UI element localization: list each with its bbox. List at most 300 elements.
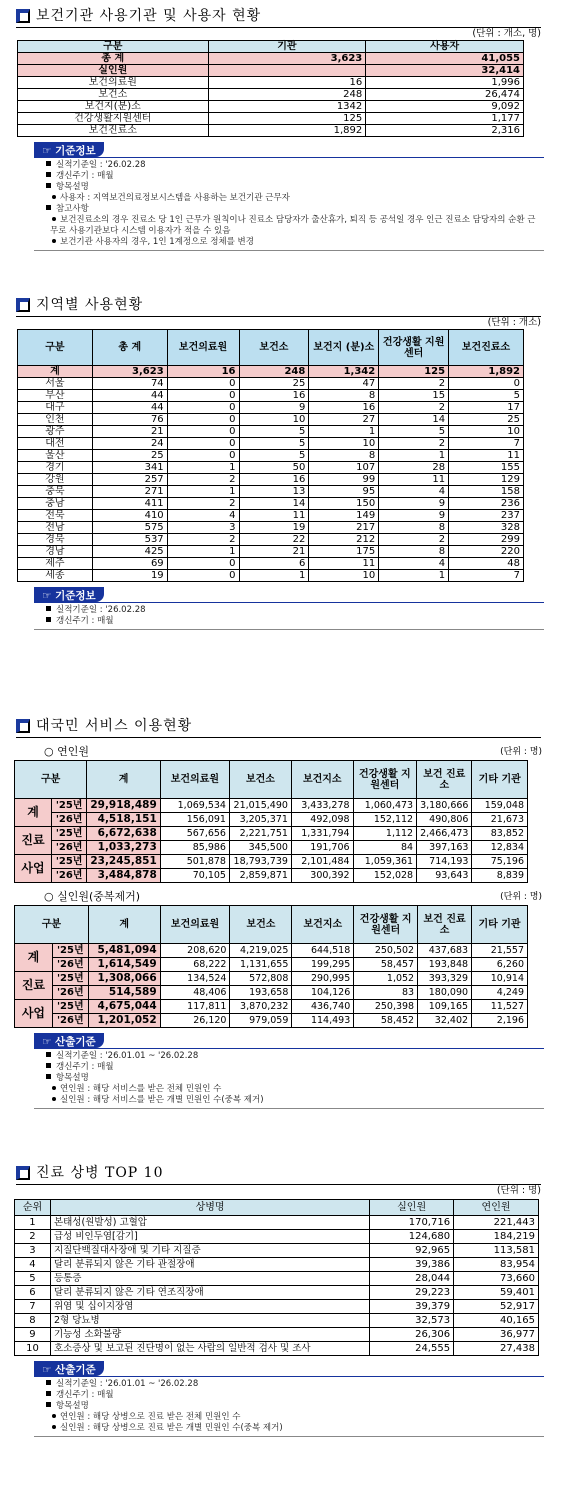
table-cell: 149 — [309, 510, 379, 522]
total-cell: 16 — [167, 366, 239, 378]
col-header: 사용자 — [366, 41, 524, 53]
table-cell: 5 — [379, 426, 449, 438]
table-cell: 93,643 — [417, 869, 472, 883]
table-cell: 21,015,490 — [229, 799, 291, 813]
col-header: 기타 기관 — [472, 906, 528, 944]
table-cell: 1 — [379, 570, 449, 582]
note-box: 실적기준일 : '26.01.01 ~ '26.02.28 갱신주기 : 매월 항목설명 연인원 : 해당 서비스를 받은 전체 민원인 수 실인원 : 해당 서비스를 받은 개별 민원인 수(중복 제거) — [34, 1048, 544, 1109]
table-cell: 지질단백질대사장애 및 기타 지질증 — [50, 1244, 369, 1258]
year-label: '26년 — [52, 1014, 88, 1028]
sub-title: ○ 연인원 — [44, 745, 89, 758]
table-cell: 2형 당뇨병 — [50, 1314, 369, 1328]
table-cell: 5 — [15, 1272, 51, 1286]
table-cell: 8 — [379, 522, 449, 534]
total-label: 총 계 — [18, 53, 209, 65]
table-cell: 490,806 — [417, 813, 472, 827]
table-cell: 충남 — [18, 498, 93, 510]
table-row — [18, 570, 524, 582]
table-cell: 134,524 — [160, 972, 230, 986]
section-public-service: 대국민 서비스 이용현황 ○ 연인원 (단위 : 명) 구분 계 보건의료원 보건소 보건지소 건강생활 지원센터 보건 진료소 기타 기관 계 '25년 29,918,489 1,069,534 21,015,490 3,433,278 1,060,473 3,180,666 159,048 '26년 4,518,151 156,091 3,205,371 492,098 152,112 490,806 21,673 진료 '25년 6,672,638 567,656 2,221,751 1,331,794 1,112 2,466,473 83,852 '26년 1,033,273 85,986 345,500 191,706 84 397,163 12,834 사업 '25년 23,245,851 501,878 18,793,739 2,101,484 1,059,361 714,193 75,196 '26년 3,484,878 70,105 2,859,871 300,392 152,028 93,643 8,839 ○ 실인원(중복제거) (단위 : 명) 구분 계 보건의료원 보건소 보건지소 건강생활 지원센터 보건 진료소 기타 기관 계 '25년 5,481,094 208,620 4,219,025 644,518 250,502 437,683 21,557 '26년 1,614,549 68,222 1,131,655 199,295 58,457 193,848 6,260 진료 '25년 1,308,066 134,524 572,808 290,995 1,052 393,329 10,914 '26년 514,589 48,406 193,658 104,126 83 180,090 4,249 사업 '25년 4,675,044 117,811 3,870,232 436,740 250,398 109,165 11,527 '26년 1,201,052 26,120 979,059 114,493 58,452 32,402 2,196 ☞ 산출기준 실적기준일 : '26.01.01 ~ '26.02.28 갱신주기 : 매월 항목설명 연인원 : 해당 서비스를 받은 전체 민원인 수 실인원 : 해당 서비스를 받은 개별 민원인 수(중복 제거) — [0, 716, 561, 1109]
total-cell: 3,623 — [92, 366, 167, 378]
table-cell: 85,986 — [160, 841, 229, 855]
table-cell: 170,716 — [370, 1216, 454, 1230]
table-cell: 24 — [92, 438, 167, 450]
table-cell: 124,680 — [370, 1230, 454, 1244]
group-label: 사업 — [15, 855, 52, 883]
table-cell: 1,892 — [208, 125, 366, 137]
table-cell: 10 — [239, 414, 309, 426]
table-cell: 39,379 — [370, 1300, 454, 1314]
table-row — [18, 402, 524, 414]
table-cell: 2,196 — [472, 1014, 528, 1028]
table-cell: 0 — [167, 558, 239, 570]
col-header: 구분 — [15, 906, 89, 944]
table-cell: 83,852 — [472, 827, 528, 841]
table-cell: 84 — [353, 841, 417, 855]
table-row — [18, 125, 524, 137]
table-cell: 70,105 — [160, 869, 229, 883]
table-cell: 1,308,066 — [88, 972, 160, 986]
group-label: 사업 — [15, 1000, 53, 1028]
table-cell: 25 — [449, 414, 524, 426]
table-cell: 16 — [239, 390, 309, 402]
table-cell: 425 — [92, 546, 167, 558]
table-row — [18, 534, 524, 546]
table-cell: 21,673 — [472, 813, 528, 827]
table-cell: 575 — [92, 522, 167, 534]
table-cell: 보건진료소 — [18, 125, 209, 137]
table-cell: 1,033,273 — [87, 841, 160, 855]
table-cell: 24,555 — [370, 1342, 454, 1356]
table-cell: 4,249 — [472, 986, 528, 1000]
table-cell: 217 — [309, 522, 379, 534]
table-cell: 290,995 — [292, 972, 354, 986]
table-row — [15, 1342, 539, 1356]
table-cell: 150 — [309, 498, 379, 510]
table-cell: 28 — [379, 462, 449, 474]
table-cell: 8 — [309, 390, 379, 402]
table-cell: 4,518,151 — [87, 813, 160, 827]
table-row — [15, 958, 528, 972]
table-cell: 23,245,851 — [87, 855, 160, 869]
table-cell: 1,331,794 — [291, 827, 353, 841]
table-cell: 237 — [449, 510, 524, 522]
table-cell: 2 — [167, 498, 239, 510]
note-box: 실적기준일 : '26.02.28 갱신주기 : 매월 항목설명 사용자 : 지역보건의료정보시스템을 사용하는 보건기관 근무자 참고사항 보건진료소의 경우 진료소 당 1인 근무가 원칙이나 진료소 담당자가 출산휴가, 퇴직 등 공석일 경우 인근 진료소 담당자의 순환 근무로 사용기관보다 시스템 이용자가 적을 수 있음 보건기관 사용자의 경우, 1인 1계정으로 정체를 변경 — [34, 157, 544, 251]
table-cell: 1,052 — [354, 972, 418, 986]
col-header: 순위 — [15, 1200, 51, 1216]
actual-users: 32,414 — [366, 65, 524, 77]
table-cell: 9 — [379, 510, 449, 522]
table-cell: 1,069,534 — [160, 799, 229, 813]
table-cell: 152,112 — [353, 813, 417, 827]
col-header: 연인원 — [454, 1200, 539, 1216]
table-cell: 99 — [309, 474, 379, 486]
table-cell: 1,112 — [353, 827, 417, 841]
section-bullet-icon — [16, 1166, 30, 1180]
table-cell: 11 — [309, 558, 379, 570]
table-cell: 16 — [309, 402, 379, 414]
table-cell: 6,672,638 — [87, 827, 160, 841]
table-cell: 208,620 — [160, 944, 230, 958]
table-cell: 본태성(원발성) 고혈압 — [50, 1216, 369, 1230]
table-cell: 114,493 — [292, 1014, 354, 1028]
table-cell: 58,452 — [354, 1014, 418, 1028]
table-cell: 95 — [309, 486, 379, 498]
table-cell: 113,581 — [454, 1244, 539, 1258]
table-cell: 271 — [92, 486, 167, 498]
table-cell: 1 — [15, 1216, 51, 1230]
table-cell: 1 — [167, 546, 239, 558]
col-header: 구분 — [18, 41, 209, 53]
table-cell: 979,059 — [230, 1014, 292, 1028]
table-cell: 257 — [92, 474, 167, 486]
year-label: '25년 — [51, 827, 86, 841]
year-label: '25년 — [51, 799, 86, 813]
table-cell: 1,201,052 — [88, 1014, 160, 1028]
note-tab: ☞ 기준정보 — [34, 587, 104, 602]
table-row — [15, 799, 528, 813]
unit-label: (단위 : 개소) — [487, 317, 541, 328]
table-cell: 4 — [379, 558, 449, 570]
col-header: 상병명 — [50, 1200, 369, 1216]
table-cell: 경남 — [18, 546, 93, 558]
table-cell: 2 — [379, 402, 449, 414]
regional-usage-table — [17, 329, 524, 582]
table-row — [15, 1014, 528, 1028]
table-row — [15, 1258, 539, 1272]
table-cell: 11 — [379, 474, 449, 486]
table-cell: 8 — [15, 1314, 51, 1328]
table-cell: 26,474 — [366, 89, 524, 101]
table-row — [15, 1216, 539, 1230]
table-row — [15, 1314, 539, 1328]
table-cell: 달리 분류되지 않은 기타 관절장애 — [50, 1258, 369, 1272]
table-cell: 248 — [208, 89, 366, 101]
col-header: 기타 기관 — [472, 761, 528, 799]
col-header: 건강생활 지원센터 — [379, 330, 449, 366]
table-cell: 5 — [239, 438, 309, 450]
table-cell: 0 — [449, 378, 524, 390]
table-cell: 2 — [167, 474, 239, 486]
col-header: 건강생활 지원센터 — [354, 906, 418, 944]
table-cell: 250,398 — [354, 1000, 418, 1014]
table-cell: 0 — [167, 450, 239, 462]
total-cell: 계 — [18, 366, 93, 378]
table-cell: 8 — [309, 450, 379, 462]
table-cell: 4,675,044 — [88, 1000, 160, 1014]
table-row — [15, 1328, 539, 1342]
table-cell: 보건지(분)소 — [18, 101, 209, 113]
col-header: 구분 — [18, 330, 93, 366]
table-row — [15, 827, 528, 841]
table-row — [18, 426, 524, 438]
table-cell: 1342 — [208, 101, 366, 113]
section-top10-diseases — [0, 1163, 561, 1437]
table-row — [18, 486, 524, 498]
col-header: 보건의료원 — [167, 330, 239, 366]
year-label: '26년 — [51, 813, 86, 827]
table-cell: 28,044 — [370, 1272, 454, 1286]
table-cell: 27,438 — [454, 1342, 539, 1356]
table-cell: 69 — [92, 558, 167, 570]
table-cell: 74 — [92, 378, 167, 390]
table-row — [18, 438, 524, 450]
table-cell: 1,177 — [366, 113, 524, 125]
table-cell: 15 — [379, 390, 449, 402]
table-cell: 8,839 — [472, 869, 528, 883]
table-row — [15, 944, 528, 958]
table-cell: 328 — [449, 522, 524, 534]
table-cell: 제주 — [18, 558, 93, 570]
note-box: 실적기준일 : '26.02.28 갱신주기 : 매월 — [34, 602, 544, 630]
col-header: 보건소 — [230, 906, 292, 944]
table-cell: 강원 — [18, 474, 93, 486]
col-header: 보건지 (분)소 — [309, 330, 379, 366]
table-cell: 9 — [379, 498, 449, 510]
table-row — [18, 390, 524, 402]
table-cell: 1 — [309, 426, 379, 438]
table-cell: 21,557 — [472, 944, 528, 958]
table-row — [15, 1230, 539, 1244]
table-cell: 보건의료원 — [18, 77, 209, 89]
table-cell: 5,481,094 — [88, 944, 160, 958]
total-cell: 1,892 — [449, 366, 524, 378]
total-facilities: 3,623 — [208, 53, 366, 65]
table-cell: 13 — [239, 486, 309, 498]
table-cell: 6 — [15, 1286, 51, 1300]
col-header: 건강생활 지원센터 — [353, 761, 417, 799]
table-row — [15, 1300, 539, 1314]
table-cell: 10 — [309, 438, 379, 450]
table-cell: 9,092 — [366, 101, 524, 113]
table-cell: 26,120 — [160, 1014, 230, 1028]
table-cell: 1,131,655 — [230, 958, 292, 972]
table-cell: 6 — [239, 558, 309, 570]
table-row — [18, 546, 524, 558]
table-cell: 17 — [449, 402, 524, 414]
table-cell: 0 — [167, 438, 239, 450]
table-cell: 2,466,473 — [417, 827, 472, 841]
table-cell: 75,196 — [472, 855, 528, 869]
table-cell: 5 — [239, 450, 309, 462]
table-row — [15, 986, 528, 1000]
table-cell: 호소증상 및 보고된 진단명이 없는 사람의 일반적 검사 및 조사 — [50, 1342, 369, 1356]
col-header: 실인원 — [370, 1200, 454, 1216]
total-visits-table — [14, 760, 528, 883]
col-header: 총 계 — [92, 330, 167, 366]
note-tab: ☞ 산출기준 — [34, 1361, 104, 1376]
unit-label: (단위 : 개소, 명) — [472, 28, 541, 39]
table-cell: 0 — [167, 402, 239, 414]
table-cell: 156,091 — [160, 813, 229, 827]
facility-users-table — [17, 40, 524, 137]
table-cell: 7 — [449, 570, 524, 582]
table-row — [18, 77, 524, 89]
table-row — [18, 113, 524, 125]
table-cell: 9 — [15, 1328, 51, 1342]
year-label: '25년 — [52, 972, 88, 986]
table-cell: 4 — [379, 486, 449, 498]
table-cell: 전북 — [18, 510, 93, 522]
table-cell: 68,222 — [160, 958, 230, 972]
table-cell: 59,401 — [454, 1286, 539, 1300]
table-cell: 1 — [239, 570, 309, 582]
col-header: 기관 — [208, 41, 366, 53]
table-row — [18, 474, 524, 486]
table-cell: 5 — [449, 390, 524, 402]
table-cell: 537 — [92, 534, 167, 546]
table-cell: 0 — [167, 414, 239, 426]
table-cell: 152,028 — [353, 869, 417, 883]
table-cell: 19 — [239, 522, 309, 534]
table-cell: 250,502 — [354, 944, 418, 958]
table-cell: 180,090 — [418, 986, 472, 1000]
table-cell: 1,060,473 — [353, 799, 417, 813]
col-header: 보건 진료소 — [417, 761, 472, 799]
table-cell: 5 — [239, 426, 309, 438]
table-cell: 175 — [309, 546, 379, 558]
actual-label: 실인원 — [18, 65, 209, 77]
table-cell: 437,683 — [418, 944, 472, 958]
table-cell: 전남 — [18, 522, 93, 534]
table-cell: 세종 — [18, 570, 93, 582]
table-cell: 221,443 — [454, 1216, 539, 1230]
table-cell: 345,500 — [229, 841, 291, 855]
table-cell: 158 — [449, 486, 524, 498]
col-header: 보건진료소 — [449, 330, 524, 366]
table-row — [18, 558, 524, 570]
table-cell: 29,223 — [370, 1286, 454, 1300]
table-cell: 436,740 — [292, 1000, 354, 1014]
table-cell: 109,165 — [418, 1000, 472, 1014]
table-cell: 21 — [92, 426, 167, 438]
group-label: 계 — [15, 944, 53, 972]
table-cell: 410 — [92, 510, 167, 522]
table-row — [18, 378, 524, 390]
col-header: 계 — [88, 906, 160, 944]
table-cell: 14 — [379, 414, 449, 426]
table-cell: 11 — [449, 450, 524, 462]
table-cell: 6,260 — [472, 958, 528, 972]
col-header: 구분 — [15, 761, 87, 799]
table-cell: 32,573 — [370, 1314, 454, 1328]
table-row — [18, 414, 524, 426]
table-cell: 22 — [239, 534, 309, 546]
table-cell: 52,917 — [454, 1300, 539, 1314]
table-cell: 714,193 — [417, 855, 472, 869]
table-cell: 129 — [449, 474, 524, 486]
table-cell: 29,918,489 — [87, 799, 160, 813]
table-cell: 위염 및 십이지장염 — [50, 1300, 369, 1314]
table-cell: 10,914 — [472, 972, 528, 986]
table-cell: 125 — [208, 113, 366, 125]
table-cell: 10 — [449, 426, 524, 438]
table-cell: 3 — [167, 522, 239, 534]
table-cell: 36,977 — [454, 1328, 539, 1342]
table-cell: 울산 — [18, 450, 93, 462]
table-cell: 644,518 — [292, 944, 354, 958]
sub-title: ○ 실인원(중복제거) — [44, 890, 141, 903]
table-cell: 40,165 — [454, 1314, 539, 1328]
unit-label: (단위 : 명) — [496, 1185, 541, 1196]
table-cell: 기능성 소화불량 — [50, 1328, 369, 1342]
table-cell: 236 — [449, 498, 524, 510]
table-cell: 83 — [354, 986, 418, 1000]
table-cell: 10 — [15, 1342, 51, 1356]
unique-visitors-table — [14, 905, 528, 1028]
table-cell: 부산 — [18, 390, 93, 402]
table-cell: 58,457 — [354, 958, 418, 972]
table-cell: 44 — [92, 402, 167, 414]
year-label: '26년 — [51, 869, 86, 883]
table-row — [15, 1244, 539, 1258]
table-cell: 11,527 — [472, 1000, 528, 1014]
table-cell: 인천 — [18, 414, 93, 426]
table-cell: 2 — [379, 438, 449, 450]
table-cell: 0 — [167, 426, 239, 438]
table-row — [15, 813, 528, 827]
table-cell: 25 — [92, 450, 167, 462]
table-row — [18, 510, 524, 522]
section-title: 보건기관 사용기관 및 사용자 현황 — [16, 6, 541, 28]
year-label: '25년 — [51, 855, 86, 869]
table-cell: 567,656 — [160, 827, 229, 841]
section-title: 대국민 서비스 이용현황 — [16, 716, 541, 738]
table-cell: 12,834 — [472, 841, 528, 855]
table-cell: 9 — [239, 402, 309, 414]
table-cell: 경기 — [18, 462, 93, 474]
table-cell: 4 — [167, 510, 239, 522]
table-cell: 3,433,278 — [291, 799, 353, 813]
section-regional-usage — [0, 295, 561, 630]
table-cell: 3,870,232 — [230, 1000, 292, 1014]
table-cell: 48 — [449, 558, 524, 570]
table-cell: 3,180,666 — [417, 799, 472, 813]
table-cell: 1 — [379, 450, 449, 462]
table-row — [15, 855, 528, 869]
table-cell: 572,808 — [230, 972, 292, 986]
table-cell: 달리 분류되지 않은 기타 연조직장애 — [50, 1286, 369, 1300]
top10-table — [14, 1199, 539, 1356]
table-row — [18, 101, 524, 113]
table-cell: 4 — [15, 1258, 51, 1272]
table-cell: 83,954 — [454, 1258, 539, 1272]
table-cell: 191,706 — [291, 841, 353, 855]
table-cell: 1 — [167, 486, 239, 498]
table-cell: 501,878 — [160, 855, 229, 869]
table-cell: 1 — [167, 462, 239, 474]
table-cell: 2 — [167, 534, 239, 546]
table-cell: 대전 — [18, 438, 93, 450]
year-label: '26년 — [52, 958, 88, 972]
year-label: '26년 — [52, 986, 88, 1000]
table-cell: 411 — [92, 498, 167, 510]
table-cell: 184,219 — [454, 1230, 539, 1244]
section-bullet-icon — [16, 719, 30, 733]
table-row — [18, 462, 524, 474]
table-cell: 25 — [239, 378, 309, 390]
table-cell: 341 — [92, 462, 167, 474]
col-header: 보건 진료소 — [418, 906, 472, 944]
group-label: 계 — [15, 799, 52, 827]
table-cell: 50 — [239, 462, 309, 474]
table-cell: 2,221,751 — [229, 827, 291, 841]
note-tab: ☞ 기준정보 — [34, 142, 104, 157]
table-cell: 193,658 — [230, 986, 292, 1000]
table-cell: 2 — [379, 378, 449, 390]
table-cell: 건강생활지원센터 — [18, 113, 209, 125]
